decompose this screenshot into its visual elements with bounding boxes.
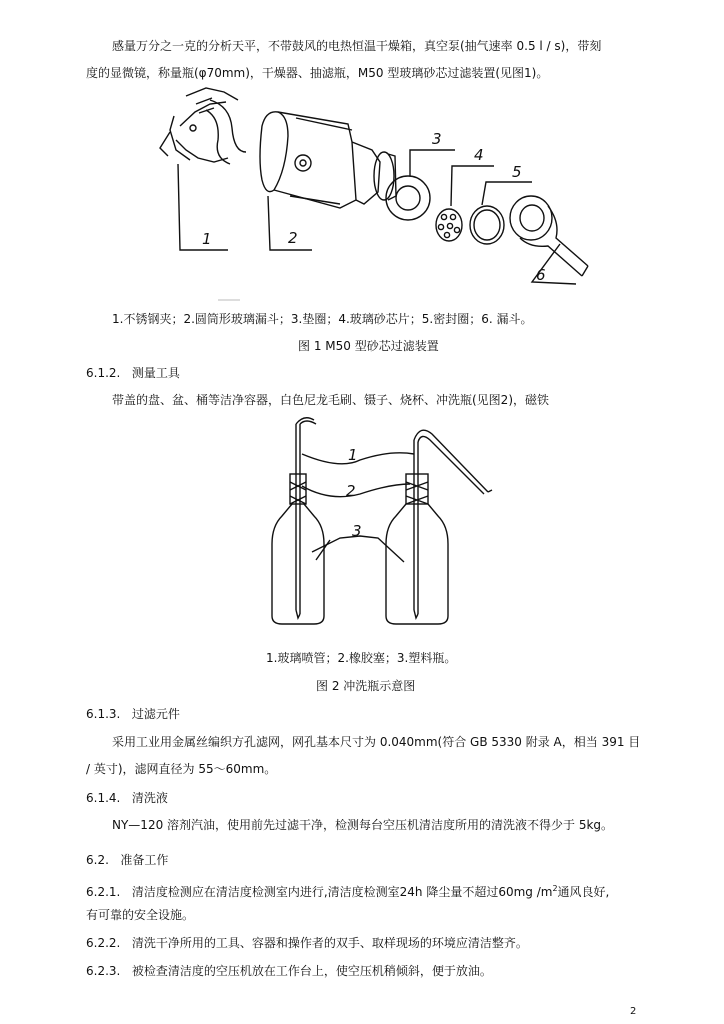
left-wash-bottle-drawing [272, 418, 324, 624]
page-number: 2 [630, 1006, 637, 1017]
stainless-clamp-drawing [160, 88, 246, 164]
bottom-funnel-drawing [510, 196, 588, 276]
fig2-part-label-1: 1 [348, 446, 358, 464]
intro-line-2: 度的显微镜，称量瓶(φ70mm)，干燥器、抽滤瓶，M50 型玻璃砂芯过滤装置(见图1)。 [86, 66, 549, 80]
section-6-1-2-body: 带盖的盘、盆、桶等洁净容器，白色尼龙毛刷、镊子、烧杯、冲洗瓶(见图2)，磁铁 [112, 393, 550, 407]
fig1-part-label-2: 2 [288, 229, 298, 247]
section-6-1-4-heading [86, 791, 168, 806]
section-number: 6.2.3. [86, 964, 121, 978]
fig1-part-label-3: 3 [432, 130, 442, 148]
section-title: 过滤元件 [131, 707, 180, 721]
section-number: 6.1.3. [86, 707, 121, 721]
section-6-2-1-line-2: 有可靠的安全设施。 [86, 908, 195, 922]
figure-2-caption: 图 2 冲洗瓶示意图 [316, 679, 416, 693]
section-6-1-2-heading [86, 366, 180, 381]
section-body-cont: 通风良好, [557, 885, 610, 899]
section-number: 6.2. [86, 853, 109, 867]
section-body: 被检查清洁度的空压机放在工作台上，使空压机稍倾斜，便于放油。 [131, 964, 492, 978]
section-6-2-2 [86, 936, 528, 951]
section-6-1-4-body: NY—120 溶剂汽油，使用前先过滤干净，检测每台空压机清洁度所用的清洗液不得少于 5kg。 [112, 818, 614, 832]
section-6-2-heading [86, 853, 168, 868]
intro-line-1: 感量万分之一克的分析天平，不带鼓风的电热恒温干燥箱，真空泵(抽气速率 0.5 l / s)，带刻 [112, 39, 602, 53]
section-number: 6.1.2. [86, 366, 121, 380]
figure-1-caption: 图 1 M50 型砂芯过滤装置 [298, 339, 439, 353]
figure-2-legend: 1.玻璃喷管；2.橡胶塞；3.塑料瓶。 [266, 651, 457, 665]
section-6-1-3-heading [86, 707, 180, 722]
fig1-part-label-6: 6 [536, 266, 546, 284]
section-body: 清洗干净所用的工具、容器和操作者的双手、取样现场的环境应清洁整齐。 [131, 936, 528, 950]
figure-2-drawing [0, 410, 724, 650]
section-title: 准备工作 [120, 853, 169, 867]
fig1-part-label-1: 1 [202, 230, 212, 248]
section-6-1-3-body-line-2: / 英寸)，滤网直径为 55～60mm。 [86, 762, 277, 776]
section-title: 测量工具 [131, 366, 180, 380]
seal-ring-drawing [470, 206, 504, 244]
section-number: 6.1.4. [86, 791, 121, 805]
superscript: 2 [552, 884, 558, 893]
figure-1-drawing [0, 0, 724, 310]
right-wash-bottle-drawing [386, 430, 492, 624]
figure-1-legend: 1.不锈钢夹；2.圆筒形玻璃漏斗；3.垫圈；4.玻璃砂芯片；5.密封圈；6. 漏斗。 [112, 312, 533, 326]
cylinder-funnel-drawing [260, 112, 396, 208]
fig2-part-label-3: 3 [352, 522, 362, 540]
fig1-part-label-4: 4 [474, 146, 484, 164]
section-title: 清洗液 [131, 791, 168, 805]
section-body: 清洁度检测应在清洁度检测室内进行,清洁度检测室24h 降尘量不超过60mg /m [131, 885, 553, 899]
section-6-2-3 [86, 964, 492, 979]
section-number: 6.2.1. [86, 885, 121, 899]
fig1-part-label-5: 5 [512, 163, 522, 181]
section-6-1-3-body-line-1: 采用工业用金属丝编织方孔滤网，网孔基本尺寸为 0.040mm(符合 GB 5330 附录 A，相当 391 目 [112, 735, 641, 749]
section-6-2-1-line-1 [86, 881, 609, 900]
section-number: 6.2.2. [86, 936, 121, 950]
glass-disc-drawing [436, 209, 462, 241]
fig2-part-label-2: 2 [346, 482, 356, 500]
